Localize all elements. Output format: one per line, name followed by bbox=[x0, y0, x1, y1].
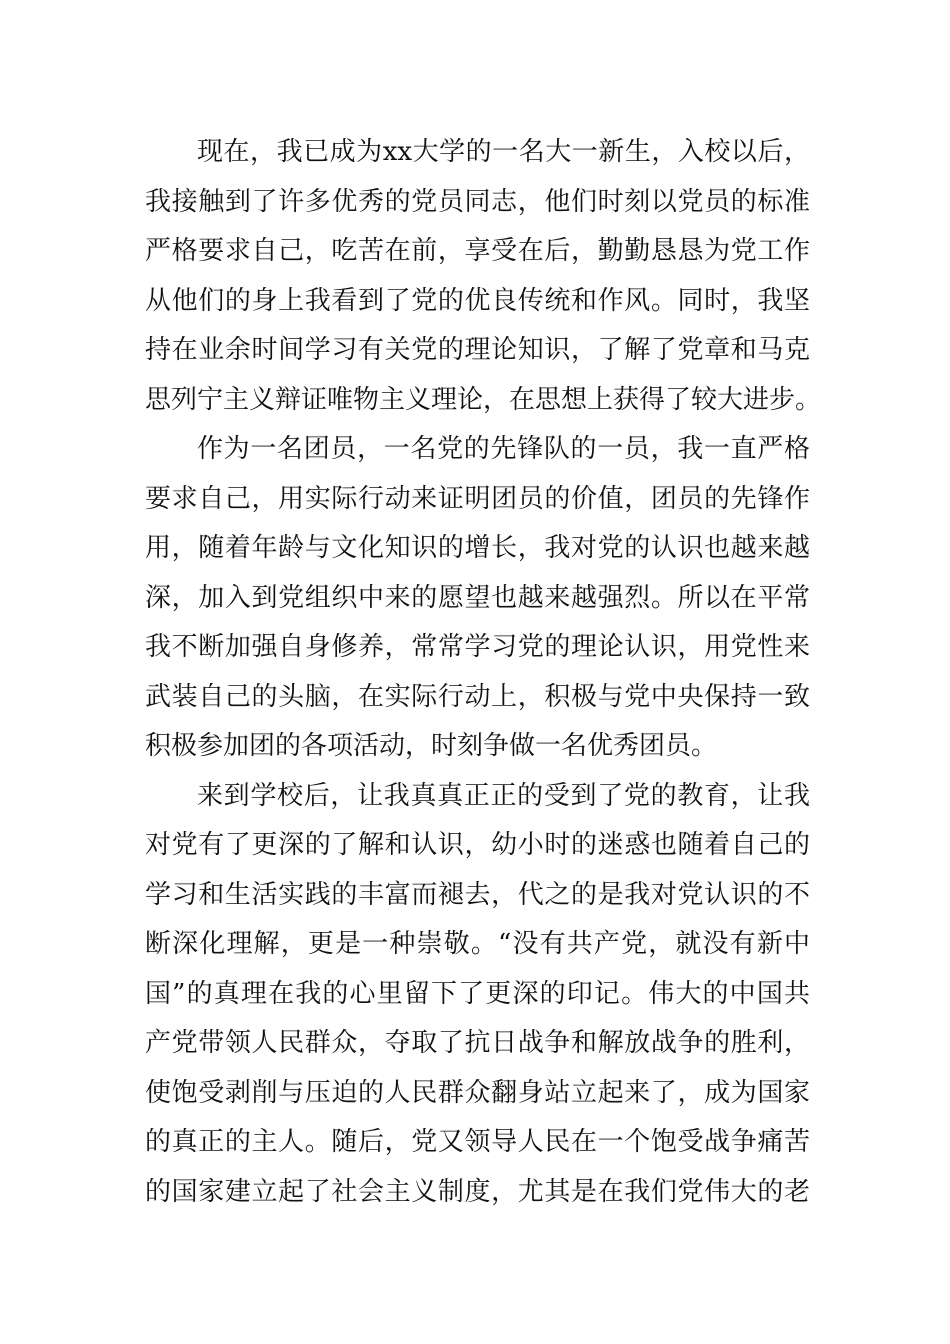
text-line: 对党有了更深的了解和认识，幼小时的迷惑也随着自己的 bbox=[145, 830, 810, 860]
text-line: 断深化理解，更是一种崇敬。“没有共产党，就没有新中 bbox=[145, 929, 810, 959]
text-line: 积极参加团的各项活动，时刻争做一名优秀团员。 bbox=[145, 731, 718, 761]
text-line: 来到学校后，让我真真正正的受到了党的教育，让我 bbox=[197, 780, 810, 811]
text-line: 我接触到了许多优秀的党员同志，他们时刻以党员的标准 bbox=[145, 186, 810, 217]
text-line: 国”的真理在我的心里留下了更深的印记。伟大的中国共 bbox=[145, 978, 810, 1009]
text-line: 深，加入到党组织中来的愿望也越来越强烈。所以在平常 bbox=[145, 582, 810, 613]
text-line: 现在，我已成为xx大学的一名大一新生，入校以后， bbox=[197, 137, 810, 167]
text-line: 的国家建立起了社会主义制度，尤其是在我们党伟大的老 bbox=[145, 1176, 810, 1207]
text-line: 作为一名团员，一名党的先锋队的一员，我一直严格 bbox=[197, 434, 810, 464]
text-line: 从他们的身上我看到了党的优良传统和作风。同时，我坚 bbox=[145, 285, 810, 316]
text-line: 持在业余时间学习有关党的理论知识，了解了党章和马克 bbox=[145, 335, 810, 365]
text-line: 武装自己的头脑，在实际行动上，积极与党中央保持一致 bbox=[145, 681, 810, 712]
text-line: 学习和生活实践的丰富而褪去，代之的是我对党认识的不 bbox=[145, 879, 810, 910]
text-line: 我不断加强自身修养，常常学习党的理论认识，用党性来 bbox=[145, 632, 810, 662]
text-line: 思列宁主义辩证唯物主义理论，在思想上获得了较大进步。 bbox=[145, 384, 822, 415]
text-line: 严格要求自己，吃苦在前，享受在后，勤勤恳恳为党工作 bbox=[145, 236, 810, 266]
text-line: 产党带领人民群众，夺取了抗日战争和解放战争的胜利， bbox=[145, 1028, 810, 1058]
text-line: 的真正的主人。随后，党又领导人民在一个饱受战争痛苦 bbox=[145, 1127, 810, 1157]
text-line: 要求自己，用实际行动来证明团员的价值，团员的先锋作 bbox=[145, 483, 810, 514]
text-line: 使饱受剥削与压迫的人民群众翻身站立起来了，成为国家 bbox=[145, 1077, 810, 1108]
text-line: 用，随着年龄与文化知识的增长，我对党的认识也越来越 bbox=[145, 533, 810, 563]
document-body bbox=[145, 128, 822, 1217]
